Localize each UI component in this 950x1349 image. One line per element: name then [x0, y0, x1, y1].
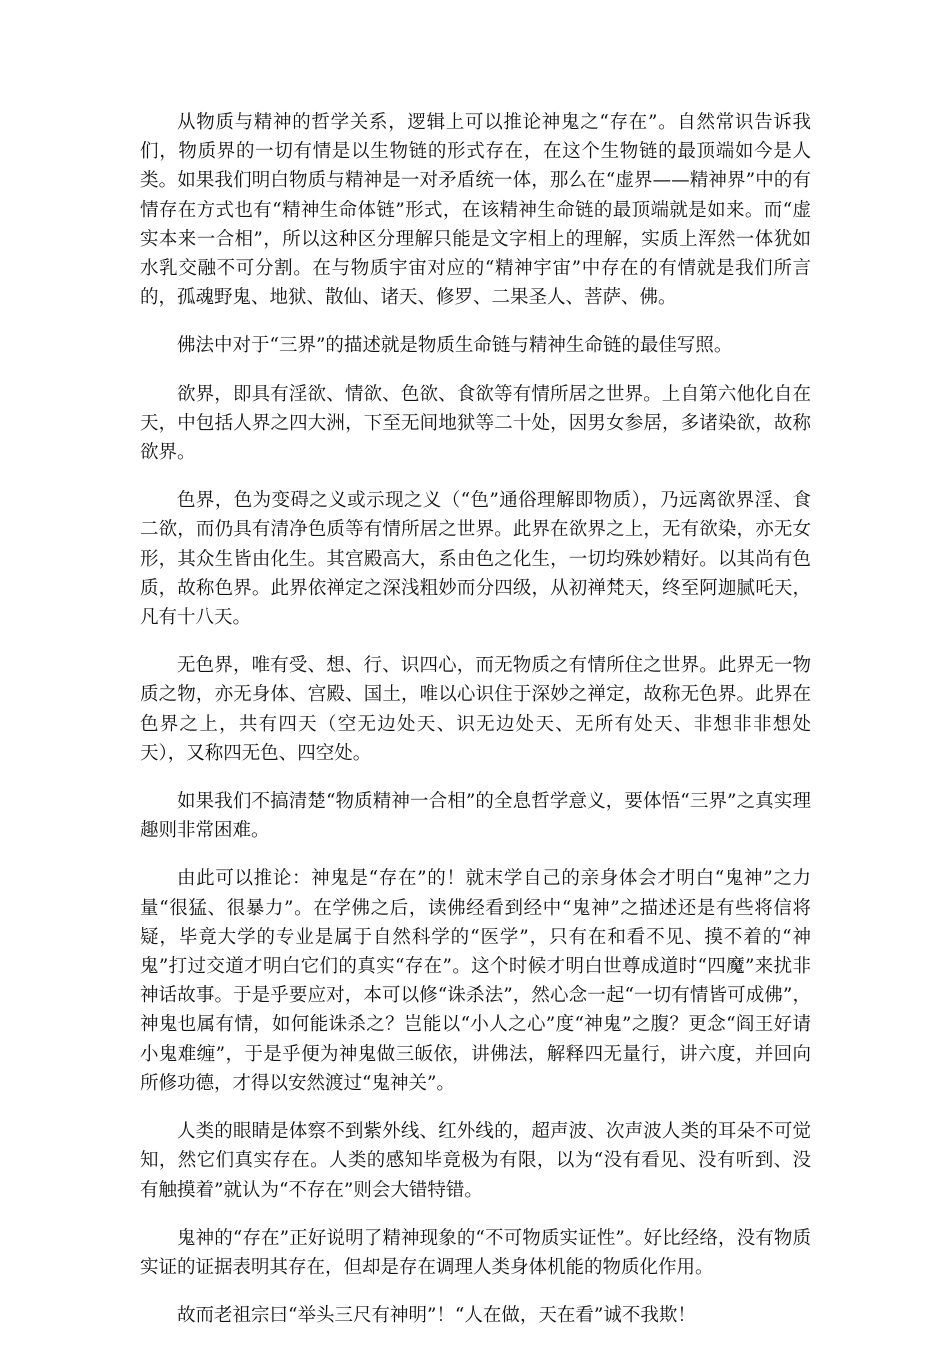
paragraph-holographic: 如果我们不搞清楚“物质精神一合相”的全息哲学意义，要体悟“三界”之真实理趣则非常困难。 [140, 791, 811, 842]
paragraph-philosophy: 从物质与精神的哲学关系，逻辑上可以推论神鬼之“存在”。自然常识告诉我们，物质界的一切有情是以生物链的形式存在，在这个生物链的最顶端如今是人类。如果我们明白物质与精神是一对矛盾统一体，那么在“虚界——精神界”中的有情存在方式也有“精神生命体链”形式，在该精神生命链的最顶端就是如来。而“虚实本来一合相”，所以这种区分理解只能是文字相上的理解，实质上浑然一体犹如水乳交融不可分割。在与物质宇宙对应的“精神宇宙”中存在的有情就是我们所言的，孤魂野鬼、地狱、散仙、诸天、修罗、二果圣人、菩萨、佛。 [140, 112, 811, 309]
paragraph-three-realms-intro: 佛法中对于“三界”的描述就是物质生命链与精神生命链的最佳写照。 [177, 335, 733, 357]
paragraph-conclusion: 故而老祖宗曰“举头三尺有神明”！“人在做，天在看”诚不我欺！ [177, 1305, 696, 1327]
paragraph-desire-realm: 欲界，即具有淫欲、情欲、色欲、食欲等有情所居之世界。上自第六他化自在天，中包括人界之四大洲，下至无间地狱等二十处，因男女参居，多诸染欲，故称欲界。 [140, 383, 811, 464]
paragraph-human-senses: 人类的眼睛是体察不到紫外线、红外线的，超声波、次声波人类的耳朵不可觉知，然它们真实存在。人类的感知毕竟极为有限，以为“没有看见、没有听到、没有触摸着”就认为“不存在”则会大错特错。 [140, 1121, 811, 1201]
paragraph-meridians: 鬼神的“存在”正好说明了精神现象的“不可物质实证性”。好比经络，没有物质实证的证据表明其存在，但却是存在调理人类身体机能的物质化作用。 [140, 1227, 811, 1278]
paragraph-formless-realm: 无色界，唯有受、想、行、识四心，而无物质之有情所住之世界。此界无一物质之物，亦无身体、宫殿、国土，唯以心识住于深妙之禅定，故称无色界。此界在色界之上，共有四天（空无边处天、识无边处天、无所有处天、非想非非想处天），又称四无色、四空处。 [140, 655, 811, 764]
paragraph-form-realm: 色界，色为变碍之义或示现之义（“色”通俗理解即物质），乃远离欲界淫、食二欲，而仍具有清净色质等有情所居之世界。此界在欲界之上，无有欲染，亦无女形，其众生皆由化生。其宫殿高大，系由色之化生，一切均殊妙精好。以其尚有色质，故称色界。此界依禅定之深浅粗妙而分四级，从初禅梵天，终至阿迦腻吒天，凡有十八天。 [140, 490, 811, 629]
paragraph-ghosts-exist: 由此可以推论：神鬼是“存在”的！就末学自己的亲身体会才明白“鬼神”之力量“很猛、很暴力”。在学佛之后，读佛经看到经中“鬼神”之描述还是有些将信将疑，毕竟大学的专业是属于自然科学的“医学”，只有在和看不见、摸不着的“神鬼”打过交道才明白它们的真实“存在”。这个时候才明白世尊成道时“四魔”来扰非神话故事。于是乎要应对，本可以修“诛杀法”，然心念一起“一切有情皆可成佛”，神鬼也属有情，如何能诛杀之？岂能以“小人之心”度“神鬼”之腹？更念“阎王好请小鬼难缠”，于是乎便为神鬼做三皈依，讲佛法，解释四无量行，讲六度，并回向所修功德，才得以安然渡过“鬼神关”。 [140, 868, 811, 1094]
document-body [140, 108, 811, 1349]
